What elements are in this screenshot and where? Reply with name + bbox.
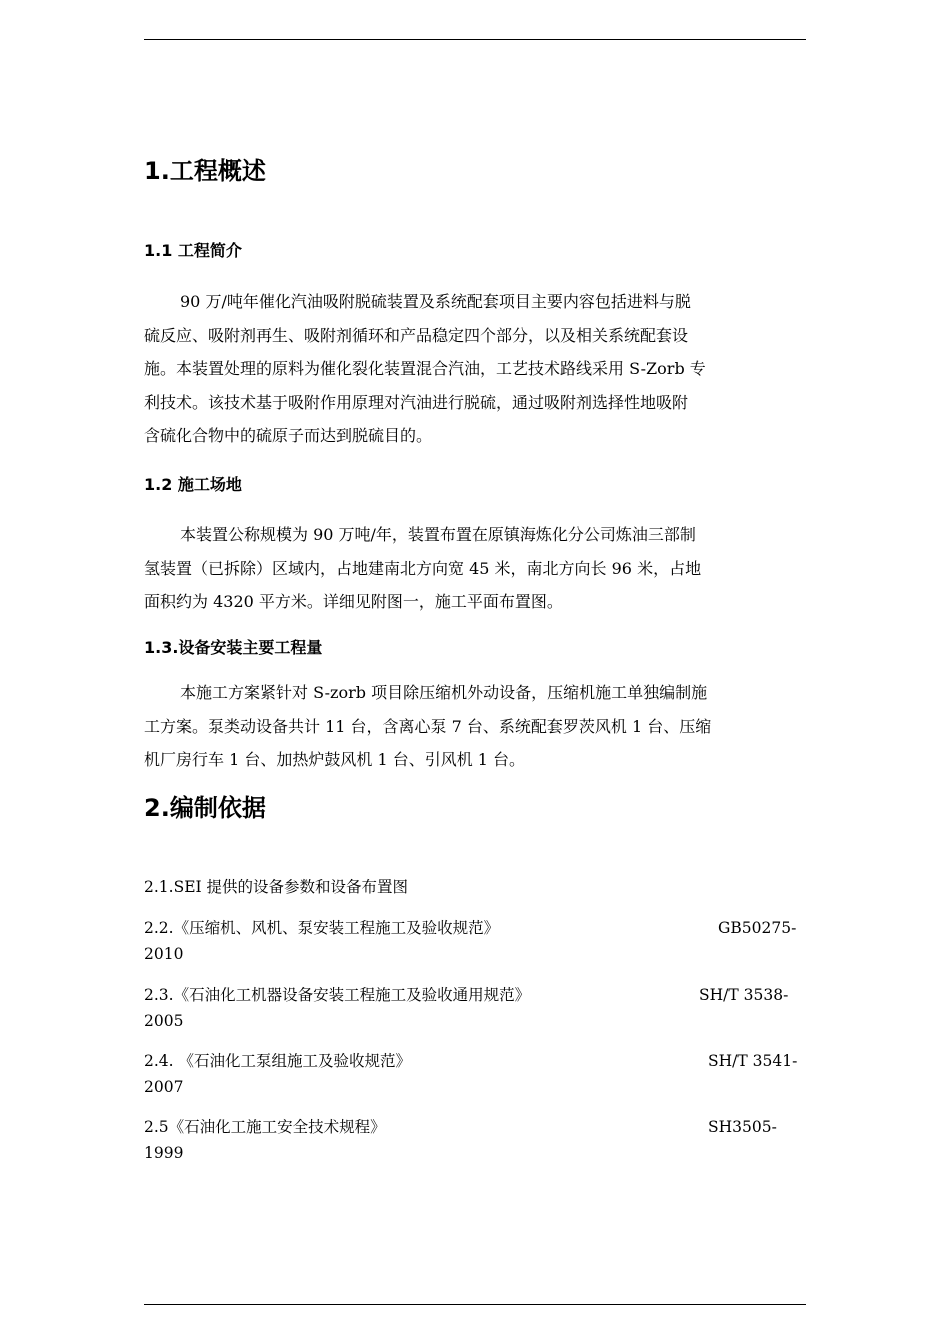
section-heading-1: 1.工程概述 [144,157,266,185]
header-rule [144,39,806,40]
paragraph-workload [144,676,806,777]
text-line: 面积约为 4320 平方米。详细见附图一，施工平面布置图。 [144,592,563,611]
paragraph-project-intro [144,285,806,453]
reference-title: 2.4. 《石油化工泵组施工及验收规范》 [144,1052,412,1070]
paragraph-site [144,518,806,619]
text-line: 利技术。该技术基于吸附作用原理对汽油进行脱硫，通过吸附剂选择性地吸附 [144,392,689,412]
text-line: 施。本装置处理的原料为催化裂化装置混合汽油，工艺技术路线采用 S-Zorb 专 [144,359,706,378]
reference-year: 1999 [144,1144,184,1162]
text-line: 氢装置（已拆除）区域内，占地建南北方向宽 45 米，南北方向长 96 米，占地 [144,558,702,578]
reference-code: SH/T 3541- [708,1052,798,1070]
reference-code: GB50275- [718,919,797,937]
reference-year: 2005 [144,1012,184,1030]
text-line: 工方案。泵类动设备共计 11 台，含离心泵 7 台、系统配套罗茨风机 1 台、压缩 [144,716,712,736]
reference-item-3 [144,982,806,1034]
reference-code: SH/T 3538- [699,986,789,1004]
reference-title: 2.1.SEI 提供的设备参数和设备布置图 [144,878,409,896]
text-line: 本施工方案紧针对 S-zorb 项目除压缩机外动设备，压缩机施工单独编制施 [180,683,708,702]
text-line: 机厂房行车 1 台、加热炉鼓风机 1 台、引风机 1 台。 [144,750,526,769]
text-line: 含硫化合物中的硫原子而达到脱硫目的。 [144,426,433,445]
reference-item-2 [144,915,806,967]
subsection-heading-1-3: 1.3.设备安装主要工程量 [144,638,323,657]
text-line: 本装置公称规模为 90 万吨/年，装置布置在原镇海炼化分公司炼油三部制 [180,525,696,544]
subsection-heading-1-2: 1.2 施工场地 [144,475,242,494]
reference-title: 2.5《石油化工施工安全技术规程》 [144,1118,386,1136]
reference-item-1 [144,874,806,900]
section-heading-2: 2.编制依据 [144,794,266,822]
subsection-heading-1-1: 1.1 工程简介 [144,241,242,260]
reference-item-4 [144,1048,806,1100]
footer-rule [144,1304,806,1305]
reference-item-5 [144,1114,806,1166]
reference-year: 2010 [144,945,184,963]
reference-title: 2.3.《石油化工机器设备安装工程施工及验收通用规范》 [144,986,531,1004]
reference-title: 2.2.《压缩机、风机、泵安装工程施工及验收规范》 [144,919,500,937]
text-line: 硫反应、吸附剂再生、吸附剂循环和产品稳定四个部分，以及相关系统配套设 [144,325,689,345]
text-line: 90 万/吨年催化汽油吸附脱硫装置及系统配套项目主要内容包括进料与脱 [180,292,691,311]
reference-code: SH3505- [708,1118,777,1136]
reference-year: 2007 [144,1078,184,1096]
